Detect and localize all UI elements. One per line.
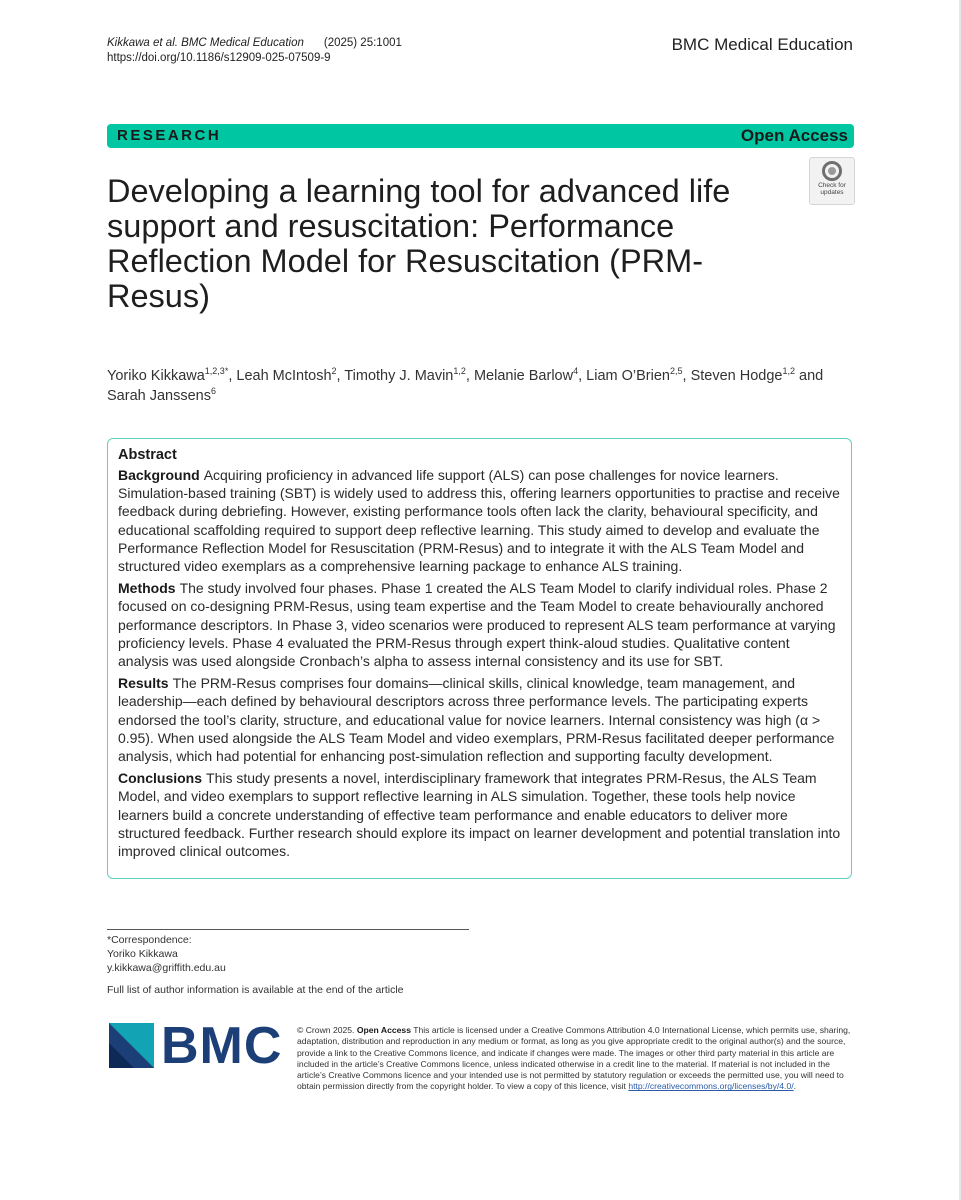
journal-name: BMC Medical Education [671,35,853,54]
license-suffix: . [793,1081,797,1092]
license-link[interactable]: http://creativecommons.org/licenses/by/4.0/ [628,1081,794,1092]
author-name: Leah McIntosh [236,368,332,384]
author-list [107,366,847,406]
author-info-note: Full list of author information is available at the end of the article [107,984,404,996]
author-affiliation: 1,2 [782,366,795,377]
author-affiliation: 2 [331,366,337,377]
correspondence-block [107,933,226,975]
check-for-updates-button[interactable] [809,157,855,205]
footnote-divider [107,929,469,930]
author-name: Steven Hodge [690,368,783,384]
correspondence-label: *Correspondence: [107,934,192,946]
author-affiliation: 1,2 [453,366,466,377]
bmc-logo [109,1017,283,1075]
author-separator: , [682,368,691,384]
section-text: Acquiring proficiency in advanced life support (ALS) can pose challenges for novice learners. Simulation-based training (SBT) is widely used to address this, offering learners opportunities to practise and receive feedback during debriefing. However, existing performance tools often lack the clarity, behavioural specificity, and educational scaffolding required to support deep reflective learning. This study aimed to develop and evaluate the Performance Reflection Model for Resuscitation (PRM-Resus) and to integrate it with the ALS Team Model and structured video exemplars as a comprehensive learning package to enhance ALS training. [118,467,840,575]
abstract-conclusions [118,769,841,860]
author-separator: , [228,368,237,384]
open-access-label: Open Access [740,126,848,145]
license-body: This article is licensed under a Creative Commons Attribution 4.0 International License, which permits use, sharing, adaptation, distribution and reproduction in any medium or format, as long as you give appropriate credit to the original author(s) and the source, provide a link to the Creative Commons licence, and indicate if changes were made. The images or other third party material in this article are included in the article’s Creative Commons licence, unless indicated otherwise in a credit line to the material. If material is not included in the article’s Creative Commons licence and your intended use is not permitted by statutory regulation or exceeds the permitted use, you will need to obtain permission directly from the copyright holder. To view a copy of this licence, visit [297,1025,851,1092]
section-text: The PRM-Resus comprises four domains—clinical skills, clinical knowledge, team management, and leadership—each defined by behavioural descriptors across three performance levels. The participating experts endorsed the tool’s clarity, structure, and educational value for novice learners. Internal consistency was high (α > 0.95). When used alongside the ALS Team Model and video exemplars, PRM-Resus facilitated deeper performance analysis, which had potential for enhancing post-simulation reflection and supporting faculty development. [118,675,835,765]
author-separator: and [794,368,824,384]
author-affiliation: 2,5 [669,366,683,377]
correspondence-email[interactable]: y.kikkawa@griffith.edu.au [107,962,226,974]
abstract-box [107,438,852,879]
author-affiliation: 6 [210,386,216,397]
author-name: Sarah Janssens [107,388,211,404]
author-affiliation: 1,2,3* [204,366,229,377]
author-separator: , [336,368,345,384]
author-separator: , [465,368,474,384]
license-open-access: Open Access [356,1025,411,1035]
section-label: Conclusions [118,770,203,787]
bmc-logo-word: BMC [161,1017,283,1075]
author-name: Timothy J. Mavin [344,368,454,384]
section-text: This study presents a novel, interdisciplinary framework that integrates PRM-Resus, the ALS Team Model, and video exemplars to support reflective learning in ALS simulation. Together, these tools help novice learners build a concrete understanding of effective team performance and enable educators to deliver more structured feedback. Further research should explore its impact on learner development and potential translation into improved clinical outcomes. [118,770,841,860]
citation-journal: Kikkawa et al. BMC Medical Education [107,37,304,49]
article-type-label: RESEARCH [117,127,222,144]
check-updates-line1: Check for [818,182,846,189]
section-label: Results [118,675,169,692]
bmc-logo-mark-icon [109,1023,154,1068]
author-separator: , [578,368,587,384]
article-type-band [107,124,854,148]
abstract-results [118,674,841,765]
citation-volume: (2025) 25:1001 [323,37,402,49]
doi-link[interactable]: https://doi.org/10.1186/s12909-025-07509-9 [107,52,331,64]
section-label: Background [118,467,200,483]
abstract-background [118,466,841,575]
abstract-heading: Abstract [118,447,177,463]
author-name: Melanie Barlow [473,368,574,384]
section-text: The study involved four phases. Phase 1 created the ALS Team Model to clarify individual roles. Phase 2 focused on co-designing PRM-Resus, using team expertise and the Team Model to create behaviourally anchored performance descriptors. In Phase 3, video scenarios were produced to represent ALS team performance at varying proficiency levels. Phase 4 evaluated the PRM-Resus through expert think-aloud studies. Qualitative content analysis was used alongside Cronbach’s alpha to assess internal consistency and its use for SBT. [118,580,836,670]
check-for-updates-icon [822,161,842,181]
author-name: Liam O’Brien [586,368,670,384]
section-label: Methods [118,580,176,597]
license-text [297,1025,855,1093]
correspondence-name: Yoriko Kikkawa [107,948,178,960]
article-title: Developing a learning tool for advanced life support and resuscitation: Performance Reflection Model for Resuscitation (PRM-Resus) [107,173,731,314]
license-prefix: © Crown 2025. [297,1025,355,1035]
author-affiliation: 4 [573,366,579,377]
author-name: Yoriko Kikkawa [107,368,205,384]
check-updates-line2: updates [820,189,844,196]
citation-header [107,36,402,66]
abstract-methods [118,579,841,670]
